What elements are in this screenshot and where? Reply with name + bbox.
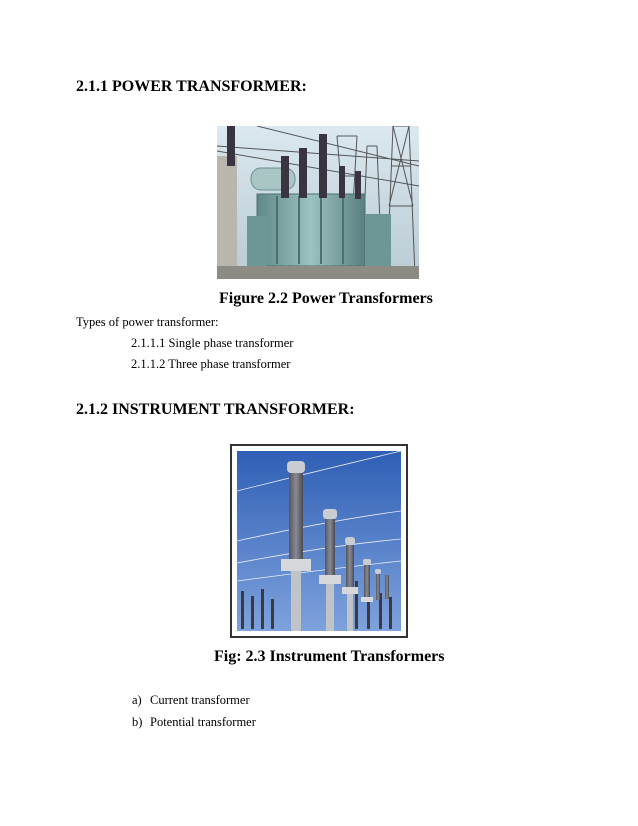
type-item-single-phase: 2.1.1.1 Single phase transformer: [131, 336, 294, 350]
list-item-current-transformer: Current transformer: [150, 693, 250, 707]
list-item-potential-transformer: Potential transformer: [150, 715, 256, 729]
power-transformer-photo: [217, 126, 419, 279]
list-marker-b: b): [132, 715, 143, 729]
section-heading-instrument-transformer: 2.1.2 INSTRUMENT TRANSFORMER:: [76, 401, 355, 418]
figure-caption-instrument-transformers: Fig: 2.3 Instrument Transformers: [214, 648, 445, 665]
figure-caption-power-transformers: Figure 2.2 Power Transformers: [219, 290, 433, 307]
instrument-transformer-photo-frame: [230, 444, 408, 638]
type-item-three-phase: 2.1.1.2 Three phase transformer: [131, 357, 291, 371]
list-marker-a: a): [132, 693, 142, 707]
section-heading-power-transformer: 2.1.1 POWER TRANSFORMER:: [76, 78, 307, 95]
instrument-transformer-photo: [237, 451, 401, 631]
types-intro-text: Types of power transformer:: [76, 315, 219, 329]
